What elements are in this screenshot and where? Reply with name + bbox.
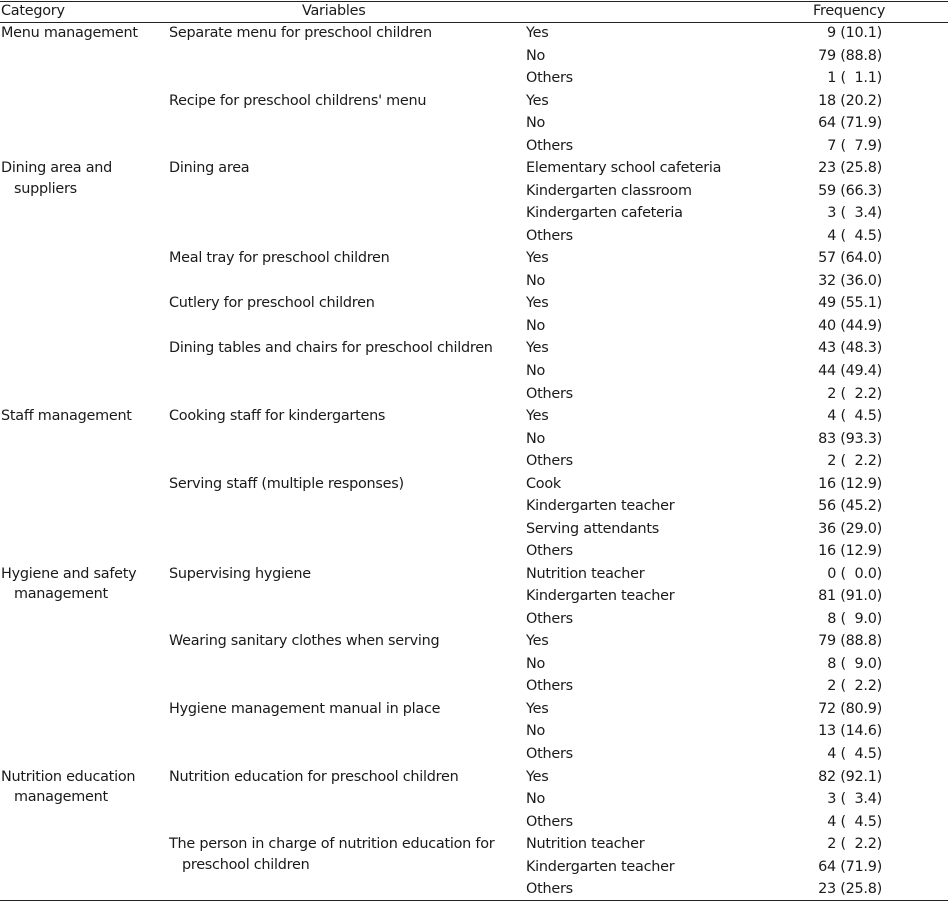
frequency-cell: 79 (88.8) bbox=[818, 633, 882, 650]
frequency-cell: 23 (25.8) bbox=[818, 160, 882, 177]
option-cell: Nutrition teacher bbox=[526, 565, 645, 582]
option-cell: Yes bbox=[526, 295, 549, 312]
frequency-cell: 79 (88.8) bbox=[818, 47, 882, 64]
option-cell: Others bbox=[526, 813, 573, 830]
frequency-cell: 81 (91.0) bbox=[818, 588, 882, 605]
frequency-cell: 13 (14.6) bbox=[818, 723, 882, 740]
option-cell: Kindergarten teacher bbox=[526, 858, 675, 875]
frequency-cell: 72 (80.9) bbox=[818, 700, 882, 717]
option-cell: Others bbox=[526, 746, 573, 762]
frequency-cell: 9 (10.1) bbox=[826, 25, 882, 41]
frequency-cell: 3 ( 3.4) bbox=[827, 205, 882, 222]
option-cell: Others bbox=[526, 610, 573, 627]
option-cell: No bbox=[526, 723, 546, 740]
variable-cell: Hygiene management manual in place bbox=[169, 700, 441, 717]
option-cell: Others bbox=[526, 137, 573, 154]
category-cell: Nutrition education management bbox=[1, 768, 136, 805]
frequency-cell: 4 ( 4.5) bbox=[827, 408, 882, 424]
frequency-cell: 64 (71.9) bbox=[818, 858, 882, 875]
variable-cell: Cutlery for preschool children bbox=[169, 295, 375, 312]
variable-cell: Serving staff (multiple responses) bbox=[169, 475, 404, 492]
frequency-cell: 83 (93.3) bbox=[818, 430, 882, 447]
option-cell: No bbox=[526, 317, 546, 334]
category-cell: Staff management bbox=[1, 408, 132, 424]
option-cell: Yes bbox=[526, 250, 549, 267]
frequency-cell: 2 ( 2.2) bbox=[827, 836, 882, 853]
variable-cell: Meal tray for preschool children bbox=[169, 250, 390, 267]
frequency-cell: 4 ( 4.5) bbox=[827, 746, 882, 762]
frequency-cell: 82 (92.1) bbox=[818, 768, 882, 785]
option-cell: Yes bbox=[526, 340, 549, 357]
option-cell: No bbox=[526, 655, 546, 672]
frequency-cell: 8 ( 9.0) bbox=[827, 655, 882, 672]
frequency-cell: 4 ( 4.5) bbox=[827, 813, 882, 830]
frequency-cell: 4 ( 4.5) bbox=[827, 227, 882, 244]
option-cell: Kindergarten cafeteria bbox=[526, 205, 683, 222]
option-cell: No bbox=[526, 115, 546, 132]
option-cell: Others bbox=[526, 453, 573, 470]
option-cell: Others bbox=[526, 543, 573, 560]
option-cell: Nutrition teacher bbox=[526, 836, 645, 853]
frequency-cell: 2 ( 2.2) bbox=[827, 678, 882, 695]
variable-cell: Cooking staff for kindergartens bbox=[169, 408, 386, 424]
option-cell: Yes bbox=[526, 633, 549, 650]
header-variables: Variables bbox=[302, 3, 366, 19]
option-cell: Yes bbox=[526, 768, 549, 785]
option-cell: No bbox=[526, 47, 546, 64]
variable-cell: Dining tables and chairs for preschool children bbox=[169, 340, 493, 357]
option-cell: Cook bbox=[526, 475, 561, 492]
frequency-cell: 0 ( 0.0) bbox=[827, 565, 882, 582]
frequency-cell: 7 ( 7.9) bbox=[827, 137, 882, 154]
bottom-rule bbox=[0, 900, 948, 901]
variable-cell: Supervising hygiene bbox=[169, 565, 311, 582]
variable-cell: Dining area bbox=[169, 160, 250, 177]
frequency-cell: 18 (20.2) bbox=[818, 92, 882, 109]
category-cell: Hygiene and safety management bbox=[1, 565, 137, 603]
header-category: Category bbox=[1, 3, 65, 19]
frequency-cell: 40 (44.9) bbox=[818, 317, 882, 334]
frequency-cell: 36 (29.0) bbox=[818, 520, 882, 537]
option-cell: Others bbox=[526, 678, 573, 695]
frequency-cell: 49 (55.1) bbox=[818, 295, 882, 312]
variable-cell: Wearing sanitary clothes when serving bbox=[169, 633, 440, 650]
variable-cell: Recipe for preschool childrens' menu bbox=[169, 92, 427, 109]
option-cell: No bbox=[526, 272, 546, 289]
top-rule bbox=[0, 1, 948, 2]
option-cell: Yes bbox=[526, 408, 549, 424]
header-frequency: Frequency bbox=[813, 3, 886, 19]
option-cell: Yes bbox=[526, 700, 549, 717]
option-cell: Kindergarten teacher bbox=[526, 498, 675, 515]
header-rule bbox=[0, 22, 948, 23]
frequency-cell: 44 (49.4) bbox=[818, 363, 882, 379]
option-cell: Others bbox=[526, 227, 573, 244]
option-cell: No bbox=[526, 363, 546, 379]
option-cell: Yes bbox=[526, 25, 549, 41]
option-cell: Kindergarten classroom bbox=[526, 182, 692, 199]
frequency-cell: 8 ( 9.0) bbox=[827, 610, 882, 627]
option-cell: Others bbox=[526, 881, 573, 898]
option-cell: Kindergarten teacher bbox=[526, 588, 675, 605]
frequency-cell: 3 ( 3.4) bbox=[827, 791, 882, 807]
category-cell: Menu management bbox=[1, 25, 138, 41]
frequency-cell: 43 (48.3) bbox=[818, 340, 882, 357]
frequency-cell: 64 (71.9) bbox=[818, 115, 882, 132]
option-cell: Elementary school cafeteria bbox=[526, 160, 722, 177]
category-cell: Dining area and suppliers bbox=[1, 160, 113, 197]
frequency-cell: 2 ( 2.2) bbox=[827, 453, 882, 470]
variable-cell: Separate menu for preschool children bbox=[169, 25, 432, 41]
option-cell: Others bbox=[526, 385, 573, 402]
option-cell: Others bbox=[526, 70, 573, 87]
frequency-cell: 1 ( 1.1) bbox=[827, 70, 882, 87]
frequency-cell: 16 (12.9) bbox=[818, 475, 882, 492]
variable-cell: The person in charge of nutrition education for preschool children bbox=[169, 836, 495, 873]
frequency-cell: 56 (45.2) bbox=[818, 498, 882, 515]
option-cell: Serving attendants bbox=[526, 520, 660, 537]
frequency-cell: 23 (25.8) bbox=[818, 881, 882, 898]
frequency-cell: 32 (36.0) bbox=[818, 272, 882, 289]
frequency-cell: 16 (12.9) bbox=[818, 543, 882, 560]
frequency-cell: 2 ( 2.2) bbox=[827, 385, 882, 402]
frequency-cell: 59 (66.3) bbox=[818, 182, 882, 199]
option-cell: No bbox=[526, 430, 546, 447]
option-cell: No bbox=[526, 791, 546, 807]
variable-cell: Nutrition education for preschool children bbox=[169, 768, 459, 785]
frequency-cell: 57 (64.0) bbox=[818, 250, 882, 267]
option-cell: Yes bbox=[526, 92, 549, 109]
